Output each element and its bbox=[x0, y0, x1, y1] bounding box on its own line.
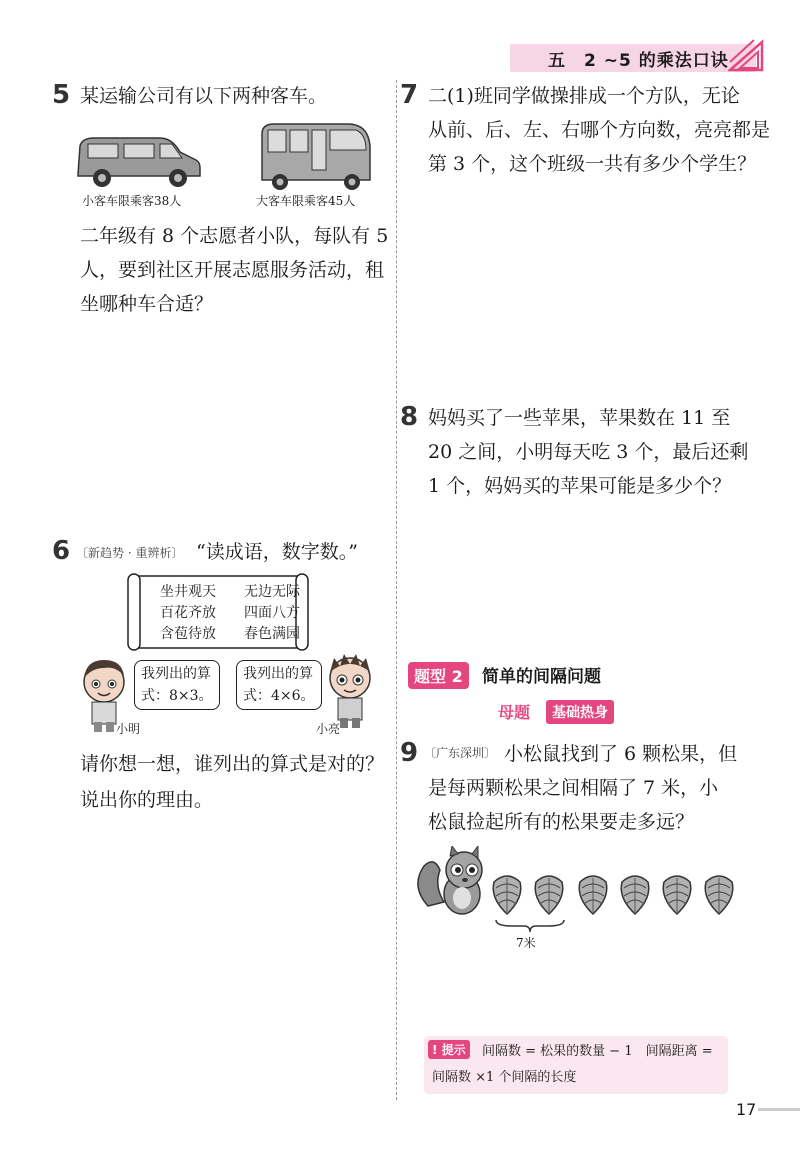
question-text: “读成语，数字数。” bbox=[196, 541, 358, 563]
column-divider bbox=[396, 80, 397, 1100]
page-number-rule bbox=[758, 1108, 800, 1111]
mother-question-label: 母题 bbox=[498, 703, 531, 722]
question-text: 某运输公司有以下两种客车。 bbox=[80, 85, 328, 107]
question-text: 20 之间，小明每天吃 3 个，最后还剩 bbox=[428, 441, 749, 463]
section-title: 简单的间隔问题 bbox=[482, 667, 601, 687]
xiaoliang-name: 小亮 bbox=[316, 722, 341, 736]
bubble-line: 我列出的算 bbox=[243, 666, 313, 682]
hint-text: 间隔数 = 松果的数量 − 1 间隔距离 = bbox=[482, 1044, 713, 1059]
question-tag: 〔新趋势 · 重辨析〕 bbox=[76, 546, 184, 560]
gap-label: 7米 bbox=[516, 936, 536, 950]
pinecone-row-image bbox=[490, 872, 738, 922]
question-text: 人，要到社区开展志愿服务活动，租 bbox=[80, 259, 385, 281]
question-tag: 〔广东深圳〕 bbox=[424, 746, 497, 760]
chapter-title: 五 2 ~5 的乘法口诀 bbox=[548, 51, 729, 71]
squirrel-image bbox=[414, 846, 494, 918]
gap-brace-icon bbox=[494, 918, 566, 934]
xiaoming-name: 小明 bbox=[116, 722, 141, 736]
big-bus-caption: 大客车限乘客45人 bbox=[256, 194, 356, 208]
bubble-line: 我列出的算 bbox=[141, 666, 211, 682]
question-number: 8 bbox=[400, 402, 419, 432]
question-text: 二(1)班同学做操排成一个方队，无论 bbox=[428, 85, 740, 107]
question-text: 请你想一想，谁列出的算式是对的？ bbox=[80, 753, 385, 775]
question-text: 是每两颗松果之间相隔了 7 米，小 bbox=[428, 777, 719, 799]
question-text: 二年级有 8 个志愿者小队，每队有 5 bbox=[80, 225, 389, 247]
question-number: 9 bbox=[400, 738, 419, 768]
idiom-row: 含苞待放 春色满园 bbox=[160, 626, 300, 642]
question-text: 1 个，妈妈买的苹果可能是多少个？ bbox=[428, 475, 732, 497]
question-text: 小松鼠找到了 6 颗松果，但 bbox=[504, 743, 738, 765]
question-number: 6 bbox=[52, 536, 71, 566]
idiom-row: 百花齐放 四面八方 bbox=[160, 605, 300, 621]
xiaoming-speech-bubble bbox=[134, 660, 220, 710]
ruler-triangle-icon bbox=[728, 38, 764, 72]
hint-label: ! 提示 bbox=[428, 1040, 470, 1059]
question-number: 5 bbox=[52, 80, 71, 110]
page-number: 17 bbox=[736, 1100, 757, 1119]
question-text: 说出你的理由。 bbox=[80, 789, 214, 811]
question-text: 妈妈买了一些苹果，苹果数在 11 至 bbox=[428, 407, 731, 429]
big-bus-image bbox=[256, 120, 374, 192]
idiom-row: 坐井观天 无边无际 bbox=[160, 584, 300, 600]
small-bus-caption: 小客车限乘客38人 bbox=[82, 194, 182, 208]
small-bus-image bbox=[72, 132, 204, 190]
bubble-line: 式：8×3。 bbox=[141, 688, 213, 704]
xiaoliang-boy-image bbox=[322, 652, 378, 728]
question-text: 从前、后、左、右哪个方向数，亮亮都是 bbox=[428, 119, 771, 141]
hint-text: 间隔数 ×1 个间隔的长度 bbox=[432, 1070, 577, 1085]
question-text: 松鼠捡起所有的松果要走多远？ bbox=[428, 811, 695, 833]
section-type-tag: 题型 2 bbox=[408, 662, 469, 689]
question-text: 第 3 个，这个班级一共有多少个学生？ bbox=[428, 153, 757, 175]
xiaoliang-speech-bubble bbox=[236, 660, 322, 710]
bubble-line: 式：4×6。 bbox=[243, 688, 315, 704]
question-number: 7 bbox=[400, 80, 419, 110]
warmup-label: 基础热身 bbox=[546, 700, 614, 724]
question-text: 坐哪种车合适？ bbox=[80, 293, 214, 315]
